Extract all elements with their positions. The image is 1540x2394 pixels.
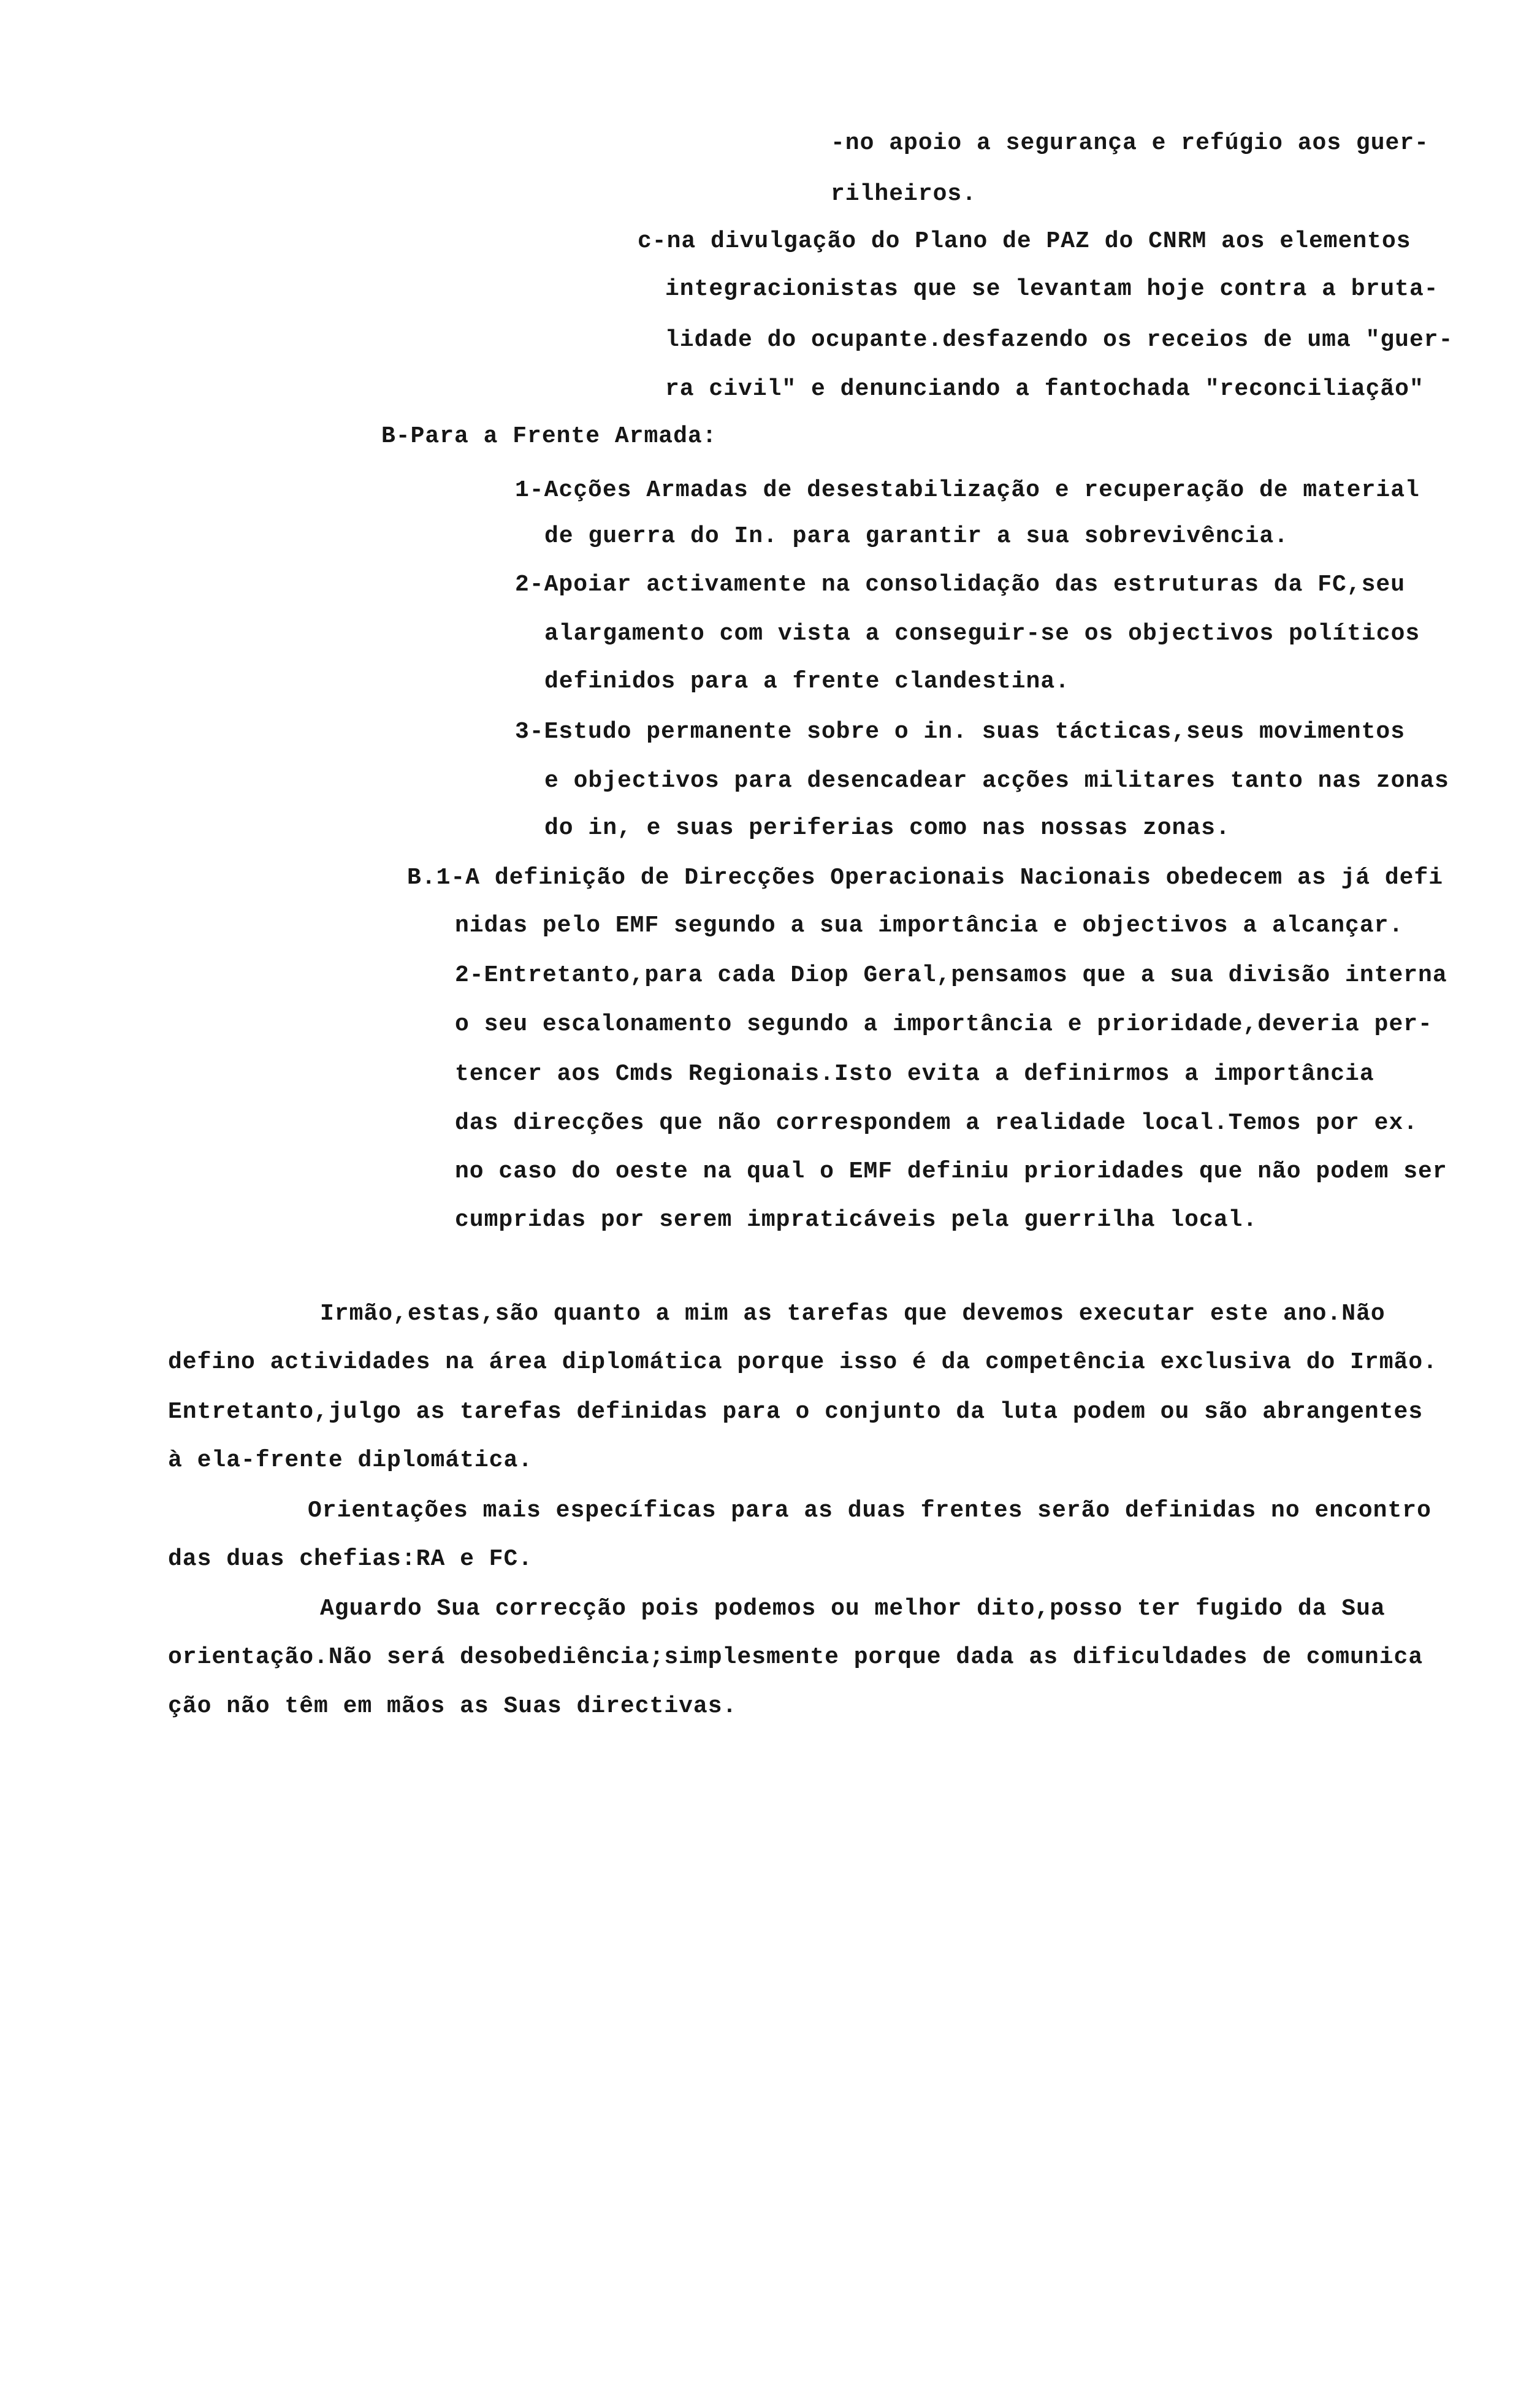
text-line: do in, e suas periferias como nas nossas zonas. xyxy=(544,815,1230,841)
text-line: o seu escalonamento segundo a importância e prioridade,deveria per- xyxy=(455,1011,1433,1038)
text-line: Entretanto,julgo as tarefas definidas para o conjunto da luta podem ou são abrangentes xyxy=(168,1399,1424,1425)
text-line: c-na divulgação do Plano de PAZ do CNRM aos elementos xyxy=(638,228,1411,254)
text-line: B.1-A definição de Direcções Operacionais Nacionais obedecem as já defi xyxy=(407,865,1444,891)
text-line: das direcções que não correspondem a realidade local.Temos por ex. xyxy=(455,1110,1419,1136)
text-line: das duas chefias:RA e FC. xyxy=(168,1546,533,1572)
text-line: alargamento com vista a conseguir-se os objectivos políticos xyxy=(544,621,1420,647)
text-line: rilheiros. xyxy=(831,181,977,207)
text-line: 2-Entretanto,para cada Diop Geral,pensamos que a sua divisão interna xyxy=(455,962,1447,989)
text-line: no caso do oeste na qual o EMF definiu prioridades que não podem ser xyxy=(455,1158,1447,1185)
text-line: tencer aos Cmds Regionais.Isto evita a definirmos a importância xyxy=(455,1061,1374,1087)
text-line: 3-Estudo permanente sobre o in. suas tácticas,seus movimentos xyxy=(515,719,1406,745)
text-line: cumpridas por serem impraticáveis pela guerrilha local. xyxy=(455,1207,1258,1233)
text-line: Orientações mais específicas para as duas frentes serão definidas no encontro xyxy=(308,1497,1431,1524)
text-line: integracionistas que se levantam hoje contra a bruta- xyxy=(665,276,1439,302)
text-line: 1-Acções Armadas de desestabilização e recuperação de material xyxy=(515,477,1420,503)
text-line: ra civil" e denunciando a fantochada "reconciliação" xyxy=(665,376,1424,402)
text-line: lidade do ocupante.desfazendo os receios de uma "guer- xyxy=(665,327,1454,353)
text-line: Aguardo Sua correcção pois podemos ou melhor dito,posso ter fugido da Sua xyxy=(320,1596,1386,1622)
text-line: -no apoio a segurança e refúgio aos guer- xyxy=(831,130,1429,156)
text-line: de guerra do In. para garantir a sua sobrevivência. xyxy=(544,523,1289,549)
text-line: 2-Apoiar activamente na consolidação das estruturas da FC,seu xyxy=(515,572,1406,598)
text-line: e objectivos para desencadear acções militares tanto nas zonas xyxy=(544,768,1449,794)
text-line: à ela-frente diplomática. xyxy=(168,1447,533,1474)
text-line: Irmão,estas,são quanto a mim as tarefas que devemos executar este ano.Não xyxy=(320,1301,1386,1327)
text-line: definidos para a frente clandestina. xyxy=(544,668,1070,695)
text-line: nidas pelo EMF segundo a sua importância e objectivos a alcançar. xyxy=(455,912,1404,939)
text-line: orientação.Não será desobediência;simplesmente porque dada as dificuldades de comunica xyxy=(168,1644,1424,1670)
text-line: defino actividades na área diplomática porque isso é da competência exclusiva do Irmão. xyxy=(168,1349,1438,1375)
text-line: ção não têm em mãos as Suas directivas. xyxy=(168,1693,738,1719)
section-heading: B-Para a Frente Armada: xyxy=(381,423,717,449)
